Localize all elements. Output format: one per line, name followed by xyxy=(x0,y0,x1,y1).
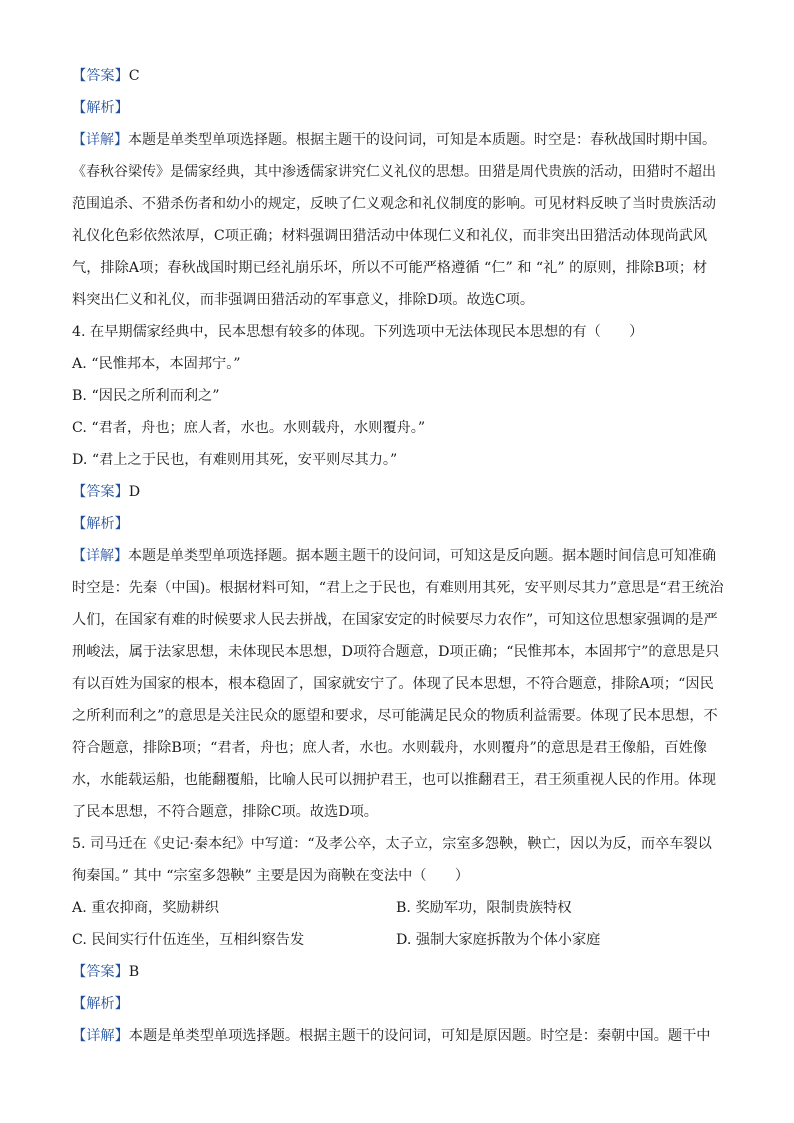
detail-text: 本题是单类型单项选择题。根据主题干的设问词，可知是原因题。时空是：秦朝中国。题干中 xyxy=(128,1028,711,1044)
answer-tag: 【答案】 xyxy=(72,68,129,84)
q4-detail-line: 有以百姓为国家的根本，根本稳固了，国家就安宁了。体现了民本思想，不符合题意，排除A项；“因民 xyxy=(72,676,714,692)
q5-option-d: D. 强制大家庭拆散为个体小家庭 xyxy=(396,932,601,948)
q4-detail-line: 人们，在国家有难的时候要求人民去拼战，在国家安定的时候要尽力农作”，可知这位思想家强调的是严 xyxy=(72,612,718,628)
q3-detail-line: 料突出仁义和礼仪，而非强调田猎活动的军事意义，排除D项。故选C项。 xyxy=(72,292,535,308)
analysis-tag: 【解析】 xyxy=(72,100,129,116)
q4-stem: 4. 在早期儒家经典中，民本思想有较多的体现。下列选项中无法体现民本思想的有（ ） xyxy=(72,324,644,340)
answer-value: D xyxy=(128,484,141,500)
q4-detail-line: 刑峻法，属于法家思想，未体现民本思想，D项符合题意，D项正确；“民惟邦本，本固邦宁”的意思是只 xyxy=(72,644,720,660)
q4-option-d: D. “君上之于民也，有难则用其死，安平则尽其力。” xyxy=(72,452,398,468)
q4-detail-line xyxy=(72,546,724,566)
q3-detail-line: 范围追杀、不猎杀伤者和幼小的规定，反映了仁义观念和礼仪制度的影响。可见材料反映了当时贵族活动 xyxy=(72,196,716,212)
q3-analysis-heading xyxy=(72,98,724,118)
q4-option-c: C. “君者，舟也；庶人者，水也。水则载舟，水则覆舟。” xyxy=(72,420,426,436)
q4-detail-line: 水，水能载运船，也能翻覆船，比喻人民可以拥护君王，也可以推翻君王，君王须重视人民的作用。体现 xyxy=(72,772,716,788)
q5-option-b: B. 奖励军功，限制贵族特权 xyxy=(396,900,572,916)
q4-option-a: A. “民惟邦本，本固邦宁。” xyxy=(72,356,241,372)
q4-option-b: B. “因民之所利而利之” xyxy=(72,388,220,404)
answer-value: C xyxy=(128,68,140,84)
detail-tag: 【详解】 xyxy=(72,548,128,564)
analysis-tag: 【解析】 xyxy=(72,516,129,532)
detail-text: 本题是单类型单项选择题。根据主题干的设问词，可知是本质题。时空是：春秋战国时期中国。 xyxy=(128,132,716,148)
q5-stem: 5. 司马迁在《史记·秦本纪》中写道：“及孝公卒，太子立，宗室多怨鞅，鞅亡，因以为反，而卒车裂以 xyxy=(72,836,712,852)
answer-value: B xyxy=(128,964,140,980)
answer-tag: 【答案】 xyxy=(72,484,129,500)
detail-text: 本题是单类型单项选择题。据本题主题干的设问词，可知这是反向题。据本题时间信息可知准确 xyxy=(128,548,716,564)
q3-detail-line xyxy=(72,130,724,150)
q4-detail-line: 了民本思想，不符合题意，排除C项。故选D项。 xyxy=(72,804,378,820)
q3-detail-line: 气，排除A项；春秋战国时期已经礼崩乐坏，所以不可能严格遵循 “仁” 和 “礼” 的原则，排除B项；材 xyxy=(72,260,708,276)
detail-tag: 【详解】 xyxy=(72,1028,129,1044)
q4-analysis-heading xyxy=(72,514,724,534)
q5-option-a: A. 重农抑商，奖励耕织 xyxy=(72,900,219,916)
detail-tag: 【详解】 xyxy=(72,132,128,148)
q5-option-c: C. 民间实行什伍连坐，互相纠察告发 xyxy=(72,932,305,948)
q3-answer-line xyxy=(72,66,724,86)
q4-detail-line: 符合题意，排除B项；“君者，舟也；庶人者，水也。水则载舟，水则覆舟”的意思是君王像船，百姓像 xyxy=(72,740,707,756)
q3-detail-line: 《春秋谷梁传》是儒家经典，其中渗透儒家讲究仁义礼仪的思想。田猎是周代贵族的活动，田猎时不超出 xyxy=(72,164,716,180)
q5-stem: 徇秦国。” 其中 “宗室多怨鞅” 主要是因为商鞅在变法中（ ） xyxy=(72,868,470,884)
q4-answer-line xyxy=(72,482,724,502)
analysis-tag: 【解析】 xyxy=(72,996,129,1012)
q4-detail-line: 之所利而利之”的意思是关注民众的愿望和要求，尽可能满足民众的物质利益需要。体现了民本思想，不 xyxy=(72,708,718,724)
q4-detail-line: 时空是：先秦（中国)。根据材料可知，“君上之于民也，有难则用其死，安平则尽其力”意思是“君王统治 xyxy=(72,580,724,596)
q3-detail-line: 礼仪化色彩依然浓厚，C项正确；材料强调田猎活动中体现仁义和礼仪，而非突出田猎活动体现尚武风 xyxy=(72,228,708,244)
answer-tag: 【答案】 xyxy=(72,964,129,980)
q5-answer-line xyxy=(72,962,724,982)
q5-detail-line xyxy=(72,1026,724,1046)
q5-analysis-heading xyxy=(72,994,724,1014)
